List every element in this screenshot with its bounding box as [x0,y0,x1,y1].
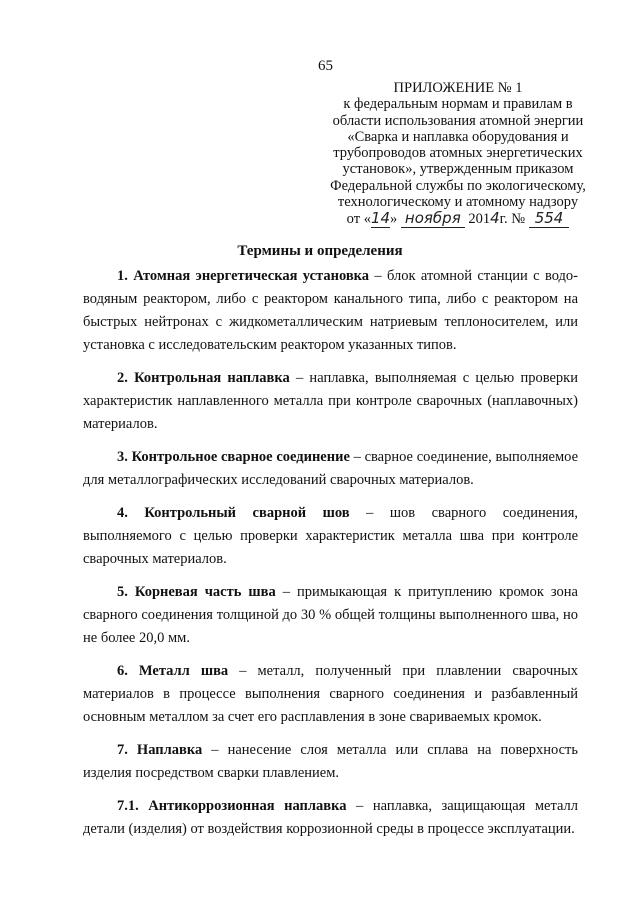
section-title: Термины и определения [237,243,403,259]
appendix-line: технологическому и атомному надзору [337,194,579,211]
definition-item [83,502,578,571]
definition-term: 4. Контрольный сварной шов [117,505,350,521]
definition-item [83,581,578,650]
definition-term: 3. Контрольное сварное соединение [117,449,350,465]
appendix-line: к федеральным нормам и правилам в [343,96,573,113]
appendix-line: области использования атомной энергии [332,112,584,129]
definition-text: – нанесение слоя металла или сплава на поверхность изделия посредством сварки плавлением. [83,742,578,781]
appendix-line: установок», утвержденным приказом [342,161,574,178]
handwritten-order-number: 554 [529,209,570,228]
date-quote: » [390,211,398,228]
appendix-line: Федеральной службы по экологическому, [330,177,586,194]
definition-item [83,446,578,492]
number-label: г. № [499,211,526,228]
definition-text: – сварное соединение, выполняемое для металлографических исследований сварочных материалов. [83,449,579,488]
handwritten-year: 4 [490,209,500,228]
definition-item [83,367,578,436]
definition-term: 2. Контрольная наплавка [117,370,290,386]
definition-text: – шов сварного соединения, выполняемого с целью проверки характеристик металла шва при контроле сварочных материалов. [83,505,578,567]
definition-item [83,265,578,357]
year-prefix: 201 [468,211,491,228]
date-prefix: от « [346,211,371,228]
definition-text: – блок атомной станции с водо-водяным реактором, либо с реактором канального типа, либо с реактором на быстрых нейтронах с жидкометаллическим натриевым теплоносителем, или установка с исследовательским реактором указанных типов. [83,268,578,353]
appendix-line: ПРИЛОЖЕНИЕ № 1 [393,80,523,96]
appendix-line: «Сварка и наплавка оборудования и [347,128,569,145]
handwritten-month: ноября [401,209,465,228]
definition-term: 7.1. Антикоррозионная наплавка [117,798,347,814]
definition-item [83,660,578,729]
definition-term: 5. Корневая часть шва [117,584,276,600]
appendix-line: трубопроводов атомных энергетических [333,145,583,162]
definition-term: 1. Атомная энергетическая установка [117,268,370,284]
handwritten-day: 14 [370,209,391,228]
page-number: 65 [318,58,333,74]
definition-text: – металл, полученный при плавлении сварочных материалов в процессе выполнения сварного соединения и разбавленный основным металлом за счет его расплавления в зоне свариваемых кромок. [83,663,579,725]
definition-text: – наплавка, выполняемая с целью проверки характеристик наплавленного металла при контроле сварочных (наплавочных) материалов. [83,370,578,432]
order-date-line [298,210,618,227]
definition-item [83,739,578,785]
definition-term: 6. Металл шва [117,663,229,679]
definition-text: – наплавка, защищающая металл детали (изделия) от воздействия коррозионной среды в процессе эксплуатации. [83,798,579,837]
definition-item [83,795,578,841]
definition-text: – примыкающая к притуплению кромок зона сварного соединения толщиной до 30 % общей толщины выполненного шва, но не более 20,0 мм. [83,584,578,646]
definitions-list [83,265,578,851]
appendix-header [298,80,618,228]
definition-term: 7. Наплавка [117,742,203,758]
